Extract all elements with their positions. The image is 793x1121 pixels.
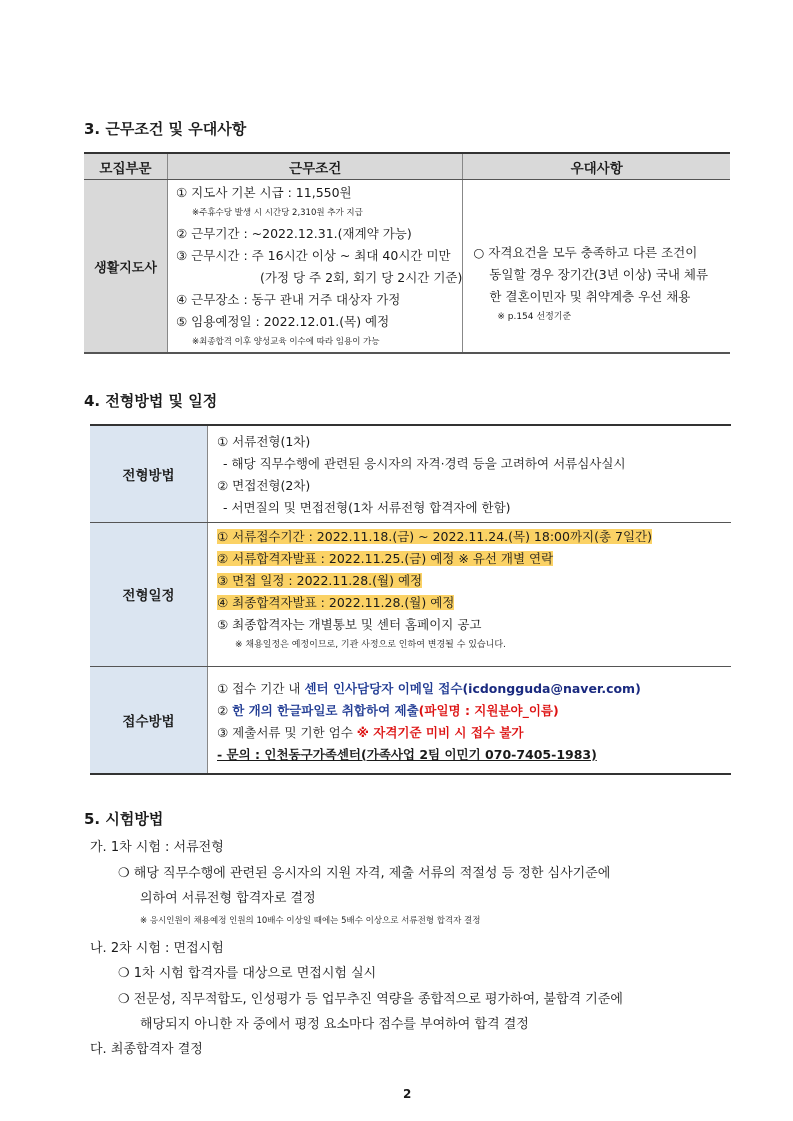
selection-table [90,424,731,775]
contact-line: - 문의 : 인천동구가족센터(가족사업 2팀 이민기 070-7405-1983) [217,746,597,762]
sec5-b1: ❍ 1차 시험 합격자를 대상으로 면접시험 실시 [118,966,377,981]
sec5-a: 가. 1차 시험 : 서류전형 [90,840,224,855]
section-4-heading: 4. 전형방법 및 일정 [84,392,218,410]
condition-line: ① 지도사 기본 시급 : 11,550원 [176,185,352,200]
schedule-item: ⑤ 최종합격자는 개별통보 및 센터 홈페이지 공고 [217,616,482,632]
section-3-heading: 3. 근무조건 및 우대사항 [84,120,247,138]
sec5-b2b: 해당되지 아니한 자 중에서 평정 요소마다 점수를 부여하여 합격 결정 [140,1017,529,1032]
col-header-preference: 우대사항 [463,153,730,180]
schedule-item: ③ 면접 일정 : 2022.11.28.(월) 예정 [217,572,423,588]
apply-line-1: ① 접수 기간 내 센터 인사담당자 이메일 접수(icdongguda@naver.com) [217,680,641,696]
method-label: 전형방법 [90,425,208,522]
method-cell [208,425,732,522]
work-conditions-table [84,152,730,354]
condition-line: ④ 근무장소 : 동구 관내 거주 대상자 가정 [176,292,401,307]
condition-line: (가정 당 주 2회, 회기 당 2시간 기준) [260,270,463,285]
schedule-cell [208,522,732,666]
condition-line: ③ 근무시간 : 주 16시간 이상 ~ 최대 40시간 미만 [176,248,451,263]
sec5-a-note: ※ 응시인원이 채용예정 인원의 10배수 이상일 때에는 5배수 이상으로 서류전형 합격자 결정 [140,916,481,926]
schedule-note: ※ 채용일정은 예정이므로, 기관 사정으로 인하여 변경될 수 있습니다. [235,639,506,650]
sec5-b2: ❍ 전문성, 직무적합도, 인성평가 등 업무추진 역량을 종합적으로 평가하여, 불합격 기준에 [118,992,623,1007]
condition-line: ⑤ 임용예정일 : 2022.12.01.(목) 예정 [176,314,390,329]
schedule-item: ① 서류접수기간 : 2022.11.18.(금) ~ 2022.11.24.(목) 18:00까지(총 7일간) [217,528,653,544]
condition-note: ※주휴수당 발생 시 시간당 2,310원 추가 지급 [192,208,363,218]
role-cell: 생활지도사 [84,180,168,354]
section-5-heading: 5. 시험방법 [84,810,164,828]
preference-line: 한 결혼이민자 및 취약계층 우선 채용 [489,289,691,304]
preference-line: ○ 자격요건을 모두 충족하고 다른 조건이 [473,245,698,260]
method-line: - 서면질의 및 면접전형(1차 서류전형 합격자에 한함) [223,500,511,515]
sec5-a1: ❍ 해당 직무수행에 관련된 응시자의 지원 자격, 제출 서류의 적절성 등 정한 심사기준에 [118,866,611,881]
conditions-cell [168,180,463,354]
condition-note: ※최종합격 이후 양성교육 이수에 따라 임용이 가능 [192,337,380,347]
sec5-c: 다. 최종합격자 결정 [90,1042,203,1057]
page-number: 2 [403,1087,412,1101]
schedule-label: 전형일정 [90,522,208,666]
preference-cell [463,180,730,354]
schedule-item: ② 서류합격자발표 : 2022.11.25.(금) 예정 ※ 유선 개별 연락 [217,550,554,566]
apply-cell [208,666,732,774]
apply-label: 접수방법 [90,666,208,774]
schedule-item: ④ 최종합격자발표 : 2022.11.28.(월) 예정 [217,594,455,610]
preference-note: ※ p.154 선정기준 [497,312,572,322]
condition-line: ② 근무기간 : ~2022.12.31.(재계약 가능) [176,226,412,241]
apply-line-3: ③ 제출서류 및 기한 엄수 ※ 자격기준 미비 시 접수 불가 [217,724,524,740]
sec5-b: 나. 2차 시험 : 면접시험 [90,941,224,956]
col-header-role: 모집부문 [84,153,168,180]
sec5-a1b: 의하여 서류전형 합격자로 결정 [140,891,316,906]
method-line: - 해당 직무수행에 관련된 응시자의 자격·경력 등을 고려하여 서류심사실시 [223,456,626,471]
apply-line-2: ② 한 개의 한글파일로 취합하여 제출(파일명 : 지원분야_이름) [217,702,559,718]
col-header-conditions: 근무조건 [168,153,463,180]
method-line: ② 면접전형(2차) [217,478,311,493]
preference-line: 동일할 경우 장기간(3년 이상) 국내 체류 [489,267,709,282]
method-line: ① 서류전형(1차) [217,434,311,449]
